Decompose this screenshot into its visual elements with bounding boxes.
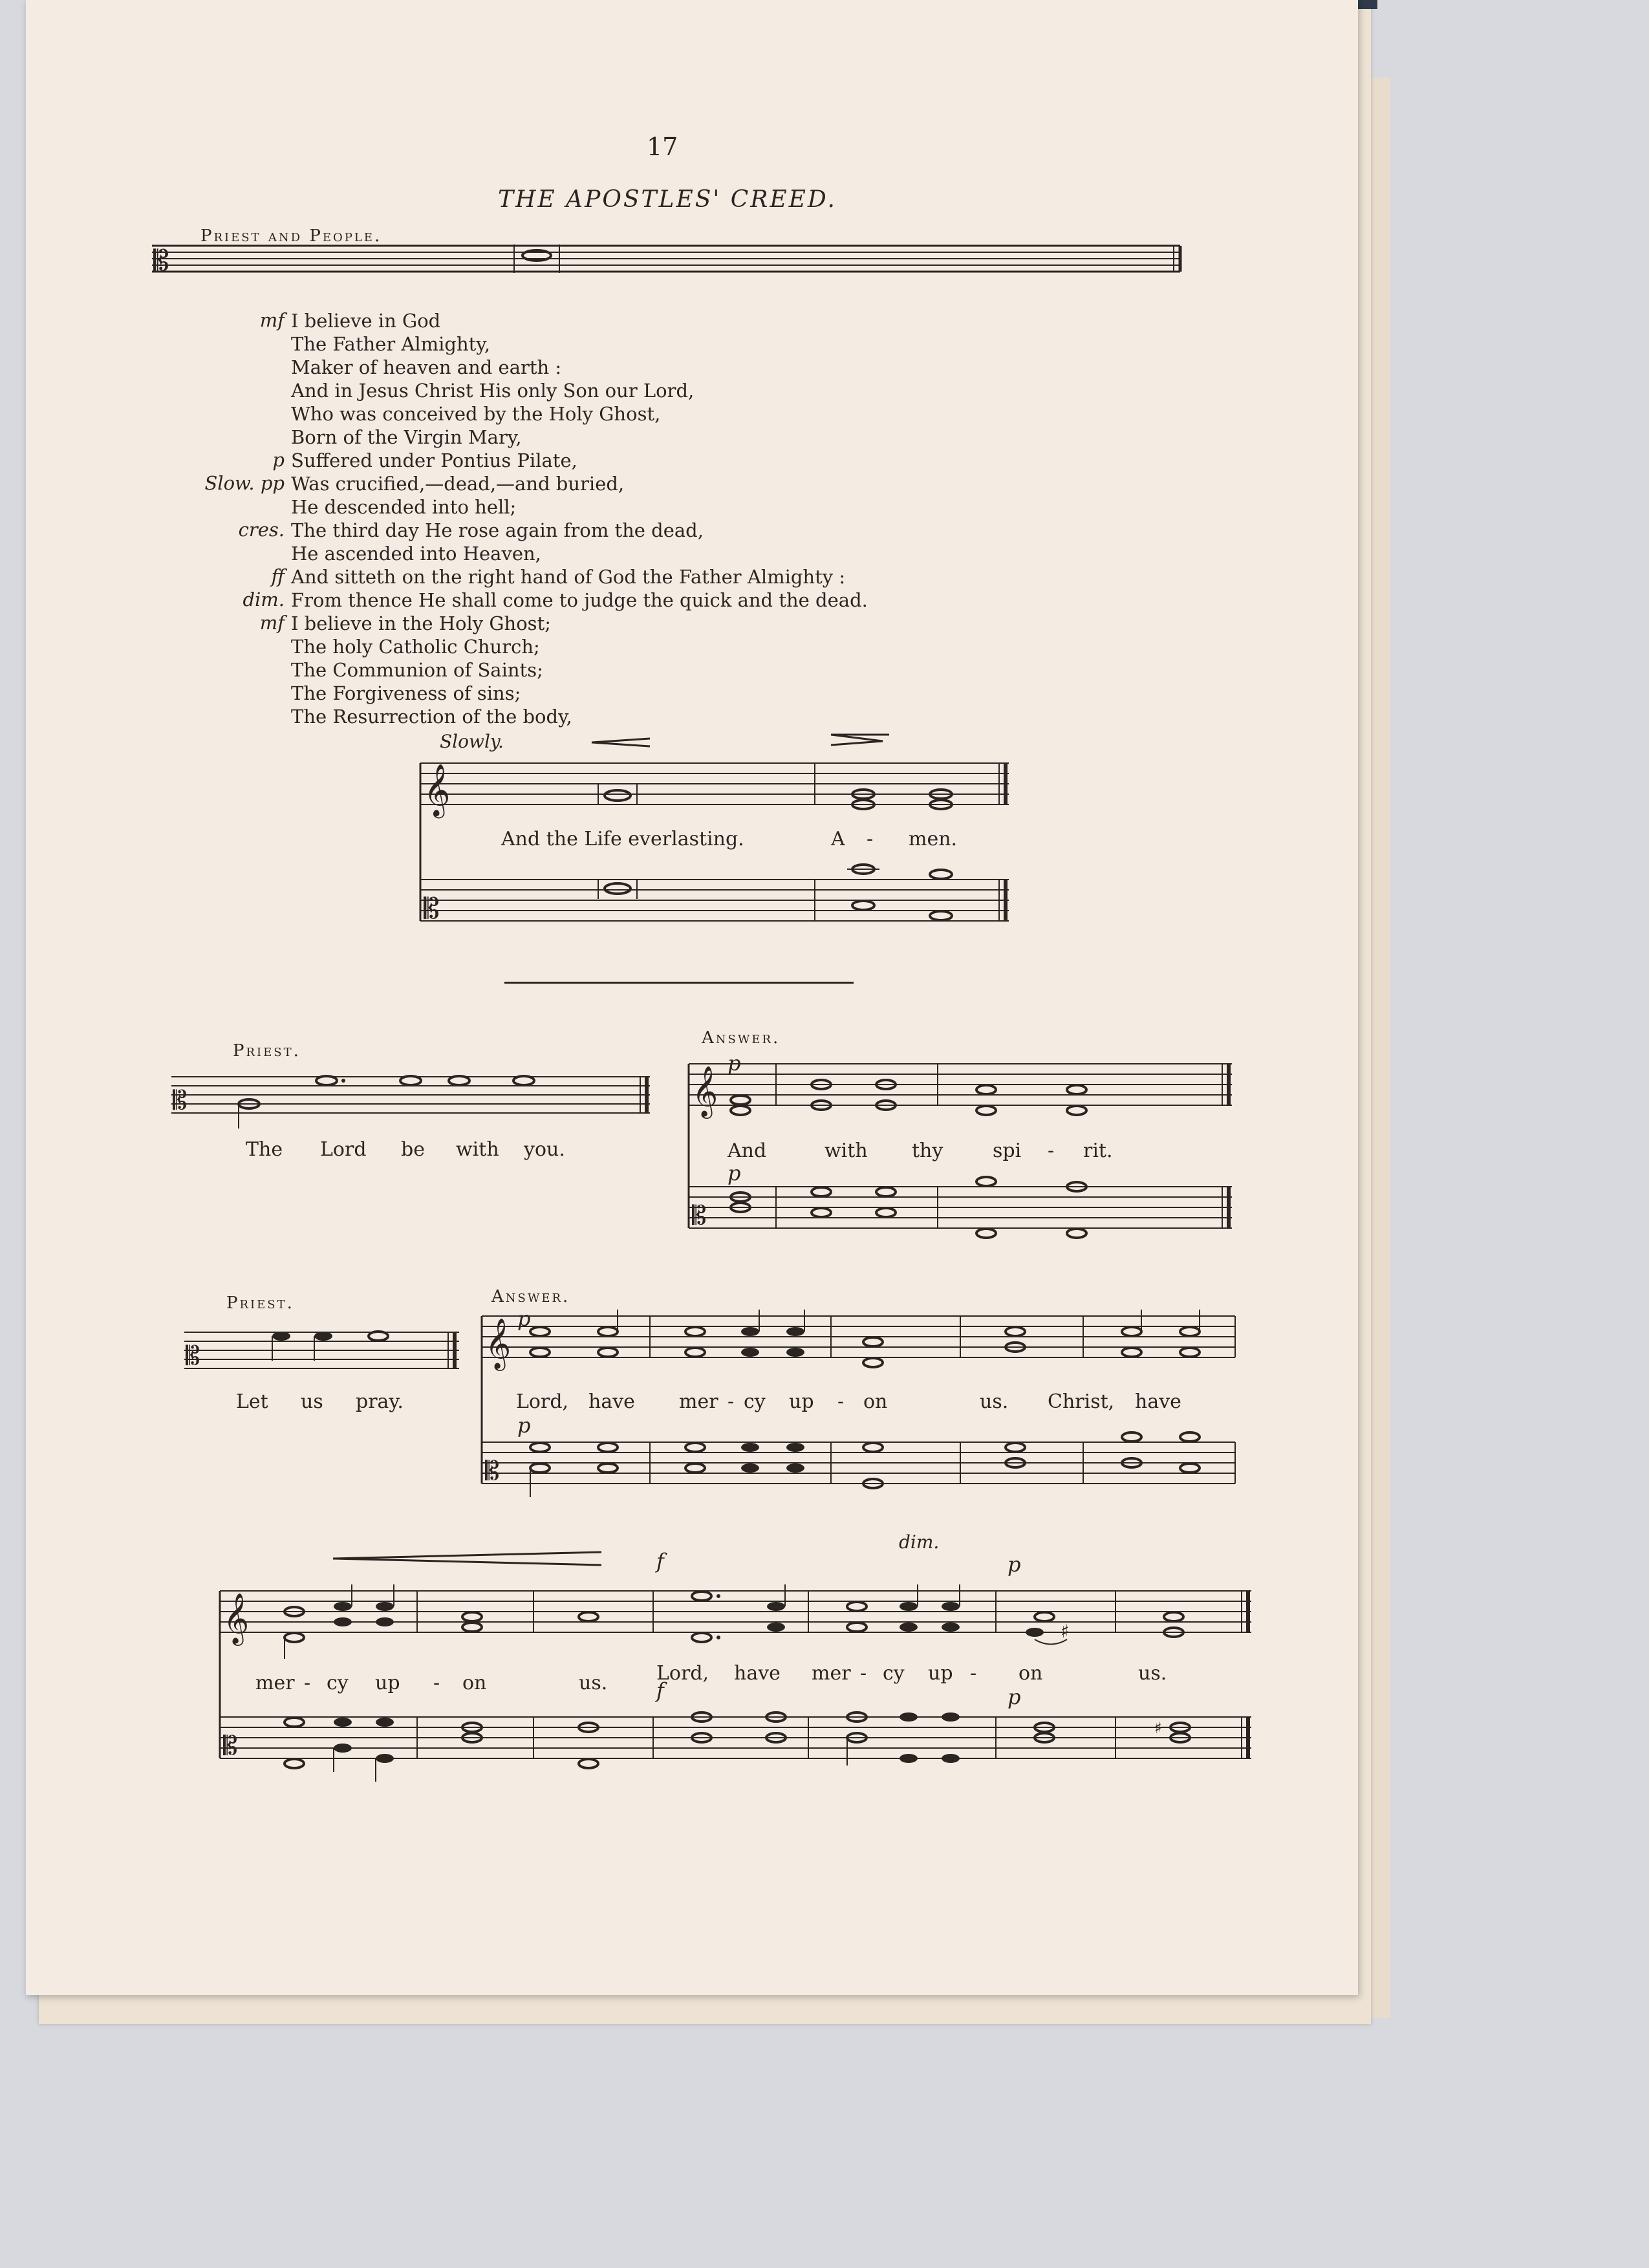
kyrie-word: mer (255, 1672, 295, 1694)
treble-staff (420, 763, 1009, 818)
answer-word: rit. (1083, 1139, 1113, 1162)
priest-label: Priest. (226, 1293, 294, 1313)
kyrie-word: on (1018, 1662, 1043, 1685)
creed-line (162, 495, 868, 519)
creed-line (162, 542, 868, 565)
dynamic-mark: p (1008, 1552, 1021, 1577)
dynamic-mark: p (727, 1161, 741, 1185)
answer-word: cy (744, 1390, 766, 1413)
section-divider (504, 982, 854, 984)
svg-text:𝄞: 𝄞 (223, 1593, 250, 1644)
priest-label: Priest. (233, 1041, 301, 1061)
creed-text (162, 309, 868, 728)
answer-word: us. (980, 1390, 1009, 1413)
svg-text:𝄞: 𝄞 (424, 763, 451, 816)
dynamic-mark: dim. (242, 589, 285, 610)
bass-staff (220, 1712, 1251, 1782)
creed-line-text: Who was conceived by the Holy Ghost, (291, 403, 661, 425)
creed-line-text: From thence He shall come to judge the quick and the dead. (291, 589, 868, 611)
creed-line-text: Born of the Virgin Mary, (291, 426, 522, 448)
dynamic-mark: dim. (899, 1531, 940, 1553)
bass-staff (689, 1177, 1232, 1238)
creed-line (162, 379, 868, 402)
kyrie-word: cy (327, 1672, 349, 1694)
dynamic-mark: mf (259, 612, 285, 634)
answer-system-2 (456, 1310, 1251, 1504)
svg-text:𝄡: 𝄡 (186, 1341, 200, 1371)
creed-line-text: The Father Almighty, (291, 333, 491, 355)
dynamic-mark: cres. (238, 519, 285, 541)
dynamic-mark (162, 658, 285, 682)
priest-word: Let (236, 1390, 268, 1413)
amen-lyric: And the Life everlasting. (501, 828, 744, 850)
answer-label: Answer. (491, 1287, 570, 1306)
answer-word: Lord, (516, 1390, 569, 1413)
kyrie-word: up (375, 1672, 400, 1694)
answer-word: - (837, 1390, 845, 1413)
treble-staff (689, 1064, 1232, 1119)
treble-staff (220, 1584, 1251, 1659)
svg-text:𝄞: 𝄞 (485, 1318, 512, 1369)
page-title: THE APOSTLES' CREED. (498, 186, 837, 213)
answer-word: spi (993, 1139, 1022, 1162)
document-page (26, 0, 1358, 1995)
priest-word: be (401, 1138, 425, 1161)
answer-word: have (1135, 1390, 1181, 1413)
dynamic-mark: ff (271, 565, 285, 587)
creed-line-text: I believe in God (291, 310, 441, 332)
priest-word: with (456, 1138, 499, 1161)
creed-line (162, 612, 868, 635)
kyrie-system (191, 1546, 1264, 1791)
answer-word: up (789, 1390, 814, 1413)
dynamic-mark: p (517, 1413, 531, 1438)
priest-staff-1 (171, 1070, 663, 1122)
svg-text:𝄡: 𝄡 (153, 244, 169, 277)
creed-line (162, 682, 868, 705)
svg-text:𝄡: 𝄡 (173, 1086, 188, 1116)
svg-text:𝄡: 𝄡 (223, 1731, 238, 1761)
dynamic-mark: p (272, 449, 285, 471)
amen-lyric-men: men. (909, 828, 958, 850)
creed-line-text: And in Jesus Christ His only Son our Lord, (291, 380, 695, 402)
svg-text:♯: ♯ (1154, 1719, 1162, 1737)
priest-word: Lord (320, 1138, 367, 1161)
creed-staff (152, 239, 1219, 291)
kyrie-word: us. (579, 1672, 608, 1694)
kyrie-word: us. (1138, 1662, 1167, 1685)
kyrie-word: - (304, 1672, 311, 1694)
dynamic-mark: mf (259, 309, 285, 331)
creed-line-text: The Communion of Saints; (291, 659, 543, 681)
amen-lyric-dash: - (867, 828, 874, 850)
answer-word: Christ, (1048, 1390, 1115, 1413)
creed-line-text: The Resurrection of the body, (291, 706, 572, 728)
creed-line-text: I believe in the Holy Ghost; (291, 612, 551, 634)
kyrie-word: have (734, 1662, 781, 1685)
creed-line (162, 635, 868, 658)
creed-line-text: He descended into hell; (291, 496, 517, 518)
dynamic-mark (162, 705, 285, 728)
svg-text:𝄡: 𝄡 (692, 1201, 707, 1231)
dynamic-mark (162, 635, 285, 658)
kyrie-word: cy (883, 1662, 905, 1685)
svg-text:♯: ♯ (1061, 1621, 1070, 1642)
bass-staff (482, 1432, 1235, 1497)
dynamic-mark: Slow. pp (204, 472, 285, 494)
creed-line-text: Maker of heaven and earth : (291, 356, 562, 378)
creed-line-text: The Forgiveness of sins; (291, 682, 521, 704)
creed-line (162, 426, 868, 449)
answer-word: have (588, 1390, 635, 1413)
creed-line (162, 309, 868, 332)
creed-line (162, 402, 868, 426)
dynamic-mark (162, 682, 285, 705)
page-number: 17 (647, 133, 678, 161)
creed-line (162, 565, 868, 589)
answer-word: thy (912, 1139, 943, 1162)
kyrie-word: Lord, (656, 1662, 709, 1685)
svg-text:𝄡: 𝄡 (424, 892, 440, 925)
dynamic-mark: f (656, 1678, 664, 1703)
creed-line-text: Suffered under Pontius Pilate, (291, 449, 577, 471)
dynamic-mark (162, 402, 285, 426)
creed-line-text: He ascended into Heaven, (291, 543, 541, 565)
kyrie-word: - (860, 1662, 867, 1685)
creed-line (162, 472, 868, 495)
svg-text:𝄞: 𝄞 (692, 1066, 718, 1117)
answer-word: with (824, 1139, 868, 1162)
priest-word: pray. (356, 1390, 404, 1413)
answer-word: - (727, 1390, 735, 1413)
dynamic-mark (162, 379, 285, 402)
amen-lyric-a: A (831, 828, 845, 850)
creed-line (162, 658, 868, 682)
priest-word: us (301, 1390, 323, 1413)
creed-line (162, 332, 868, 356)
priest-word: you. (524, 1138, 565, 1161)
dynamic-mark (162, 332, 285, 356)
creed-line-text: Was crucified,—dead,—and buried, (291, 473, 625, 495)
kyrie-word: - (433, 1672, 440, 1694)
dynamic-mark (162, 495, 285, 519)
kyrie-word: - (970, 1662, 977, 1685)
dynamic-mark (162, 426, 285, 449)
kyrie-word: up (928, 1662, 953, 1685)
answer-word: mer (679, 1390, 718, 1413)
treble-staff (482, 1310, 1235, 1371)
dynamic-mark: p (1008, 1685, 1021, 1709)
creed-line-text: The third day He rose again from the dead, (291, 519, 704, 541)
creed-line (162, 589, 868, 612)
creed-line (162, 519, 868, 542)
creed-line (162, 449, 868, 472)
creed-line-text: And sitteth on the right hand of God the Father Almighty : (291, 566, 846, 588)
priest-word: The (246, 1138, 283, 1161)
bass-staff (420, 865, 1009, 925)
dynamic-mark: f (656, 1549, 664, 1573)
kyrie-word: mer (812, 1662, 851, 1685)
dynamic-mark (162, 356, 285, 379)
answer-label: Answer. (702, 1028, 781, 1048)
dynamic-mark (162, 542, 285, 565)
answer-word: And (727, 1139, 767, 1162)
answer-word: - (1048, 1139, 1055, 1162)
priest-staff-2 (184, 1326, 469, 1377)
dynamic-mark: p (727, 1051, 741, 1075)
tempo-mark: Slowly. (440, 731, 504, 752)
creed-line-text: The holy Catholic Church; (291, 636, 540, 658)
kyrie-word: on (462, 1672, 487, 1694)
creed-line (162, 356, 868, 379)
dynamic-mark: p (517, 1306, 531, 1331)
svg-text:𝄡: 𝄡 (485, 1456, 500, 1486)
creed-heading: Priest and People. (200, 226, 382, 246)
answer-word: on (863, 1390, 888, 1413)
